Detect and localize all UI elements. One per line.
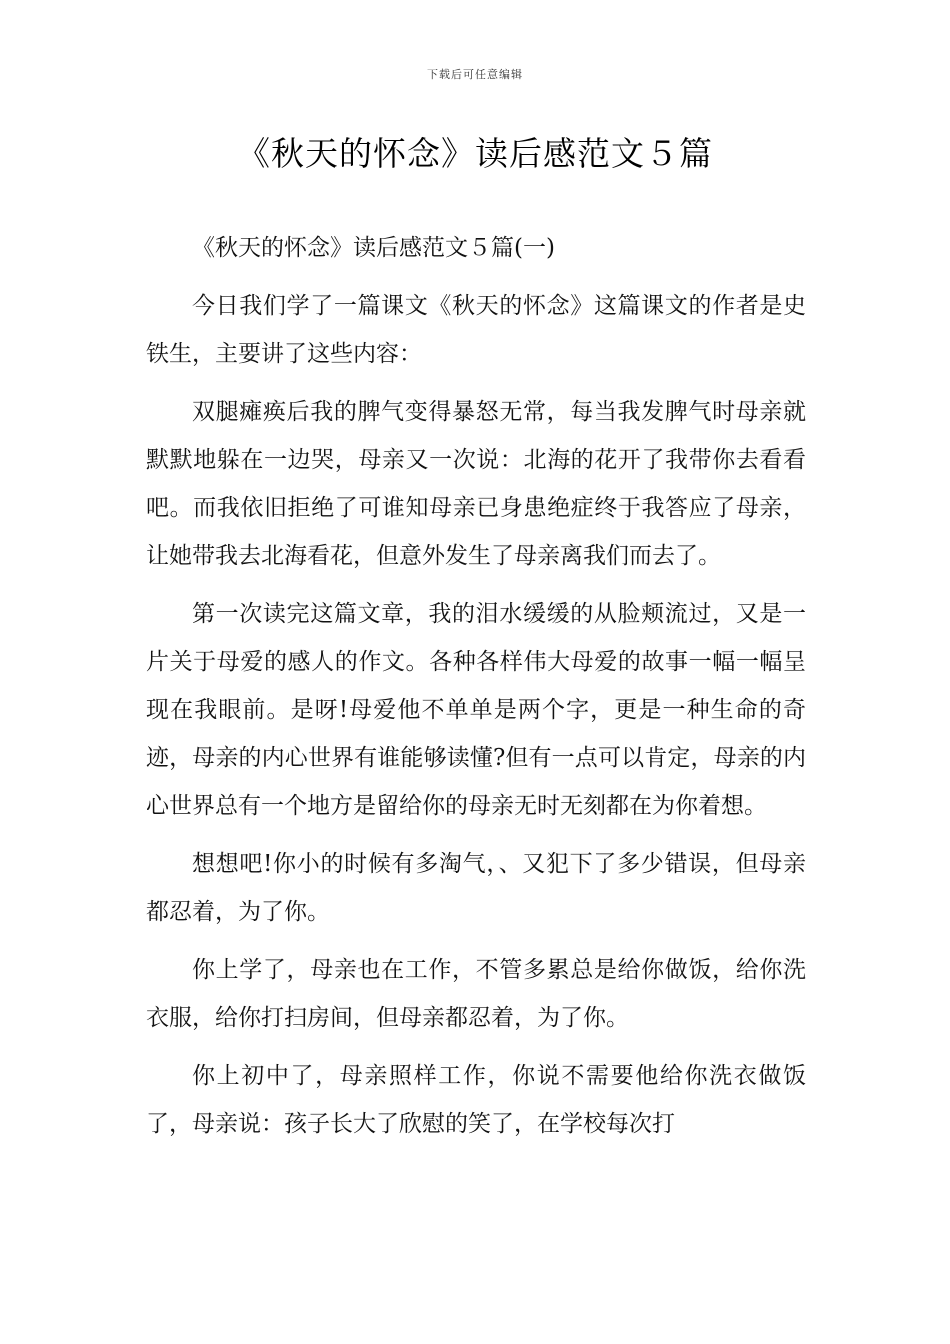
paragraph-5: 你上学了，母亲也在工作，不管多累总是给你做饭，给你洗衣服，给你打扫房间，但母亲都忍着，为了你。 [146,957,806,1031]
header-note: 下载后可任意编辑 [427,68,523,81]
paragraph-6: 你上初中了，母亲照样工作，你说不需要他给你洗衣做饭了，母亲说：孩子长大了欣慰的笑了，在学校每次打 [146,1063,806,1137]
paragraph-4: 想想吧!你小的时候有多淘气，、又犯下了多少错误，但母亲都忍着，为了你。 [146,851,806,925]
section-heading: 《秋天的怀念》读后感范文５篇(一) [192,235,555,261]
paragraph-3: 第一次读完这篇文章，我的泪水缓缓的从脸颊流过，又是一片关于母爱的感人的作文。各种各样伟大母爱的故事一幅一幅呈现在我眼前。是呀!母爱他不单单是两个字，更是一种生命的奇迹，母亲的内心世界有谁能够读懂?但有一点可以肯定，母亲的内心世界总有一个地方是留给你的母亲无时无刻都在为你着想。 [146,601,806,819]
document-body [146,224,806,1158]
paragraph-1: 今日我们学了一篇课文《秋天的怀念》这篇课文的作者是史铁生，主要讲了这些内容： [146,293,806,367]
document-title: 《秋天的怀念》读后感范文５篇 [237,134,713,173]
paragraph-2: 双腿瘫痪后我的脾气变得暴怒无常，每当我发脾气时母亲就默默地躲在一边哭，母亲又一次说：北海的花开了我带你去看看吧。而我依旧拒绝了可谁知母亲已身患绝症终于我答应了母亲，让她带我去北海看花，但意外发生了母亲离我们而去了。 [146,399,806,569]
